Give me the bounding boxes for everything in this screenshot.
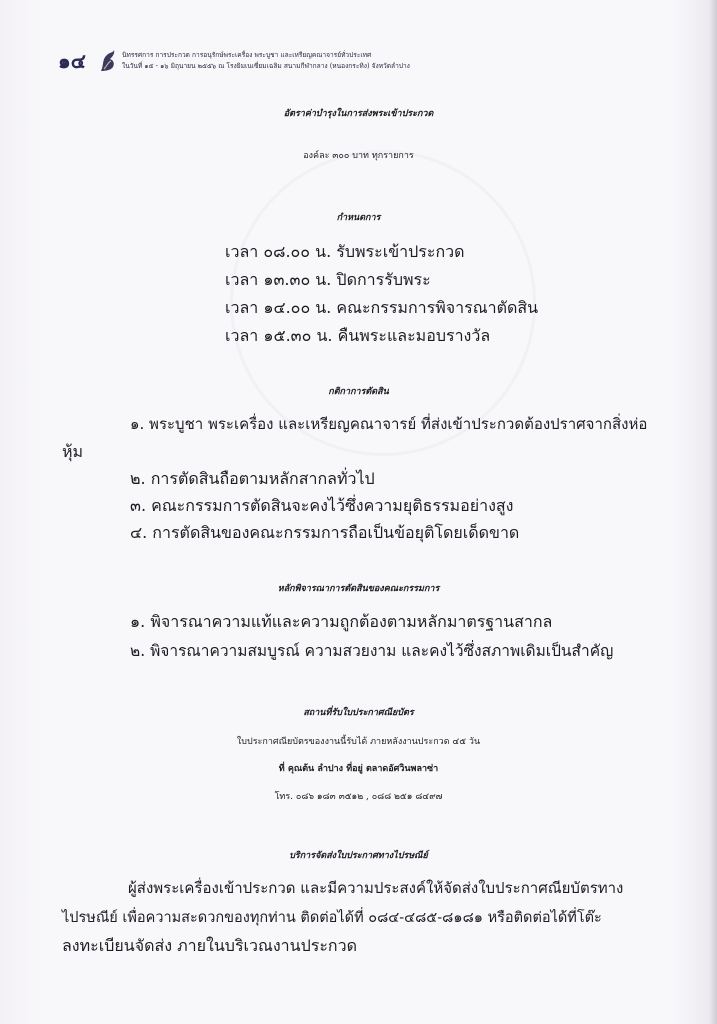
rule-item-1: ๑. พระบูชา พระเครื่อง และเหรียญคณาจารย์ ที่ส่งเข้าประกวดต้องปราศจากสิ่งห่อ: [130, 415, 648, 433]
naga-emblem-icon: [98, 49, 118, 73]
schedule-item: เวลา ๐๘.๐๐ น. รับพระเข้าประกวด: [225, 242, 465, 261]
postal-line-3: ลงทะเบียนจัดส่ง ภายในบริเวณงานประกวด: [62, 936, 357, 955]
criteria-item-2: ๒. พิจารณาความสมบูรณ์ ความสวยงาม และคงไว้ซึ่งสภาพเดิมเป็นสำคัญ: [130, 642, 614, 660]
certificate-line-2: ที่ คุณต้น ลำปาง ที่อยู่ ตลาดอัศวินพลาซ่า: [278, 764, 439, 774]
header-caption: [122, 50, 410, 72]
rule-item-2: ๒. การตัดสินถือตามหลักสากลทั่วไป: [130, 469, 375, 488]
certificate-heading: สถานที่รับใบประกาศณียบัตร: [303, 708, 414, 718]
schedule-item: เวลา ๑๕.๓๐ น. คืนพระและมอบรางวัล: [225, 326, 491, 345]
page-number: ๑๔: [58, 49, 86, 73]
criteria-heading: หลักพิจารณาการตัดสินของคณะกรรมการ: [277, 584, 440, 594]
fee-heading: อัตราค่าบำรุงในการส่งพระเข้าประกวด: [283, 109, 434, 119]
schedule-item: เวลา ๑๔.๐๐ น. คณะกรรมการพิจารณาตัดสิน: [225, 298, 539, 317]
header-line-1: นิทรรศการ การประกวด การอนุรักษ์พระเครื่อง พระบูชา และเหรียญคณาจารย์ทั่วประเทศ: [122, 51, 372, 59]
certificate-phone: โทร. ๐๘๖ ๑๘๓ ๓๕๑๒ , ๐๘๘ ๒๕๑ ๘๔๙๗: [274, 792, 443, 802]
schedule-heading: กำหนดการ: [336, 213, 381, 223]
postal-heading: บริการจัดส่งใบประกาศทางไปรษณีย์: [289, 851, 428, 861]
rule-item-1-continued: หุ้ม: [62, 442, 84, 461]
header-line-2: ในวันที่ ๑๕ - ๑๖ มิถุนายน ๒๕๕๖ ณ โรงยิมเนเซี่ยมเฉลิม สนามกีฬากลาง (หนองกระทิง) จังหวัดลำปาง: [122, 62, 410, 70]
criteria-item-1: ๑. พิจารณาความแท้และความถูกต้องตามหลักมาตรฐานสากล: [130, 612, 553, 631]
postal-line-1: ผู้ส่งพระเครื่องเข้าประกวด และมีความประสงค์ให้จัดส่งใบประกาศณียบัตรทาง: [128, 879, 624, 897]
schedule-item: เวลา ๑๓.๓๐ น. ปิดการรับพระ: [225, 270, 431, 289]
fee-text: องค์ละ ๓๐๐ บาท ทุกรายการ: [303, 151, 414, 161]
rule-item-4: ๔. การตัดสินของคณะกรรมการถือเป็นข้อยุติโดยเด็ดขาด: [130, 523, 520, 542]
page-header: [58, 48, 478, 78]
certificate-line-1: ใบประกาศณียบัตรของงานนี้รับได้ ภายหลังงานประกวด ๔๕ วัน: [236, 737, 481, 747]
rule-item-3: ๓. คณะกรรมการตัดสินจะคงไว้ซึ่งความยุติธรรมอย่างสูง: [130, 496, 514, 515]
postal-line-2: ไปรษณีย์ เพื่อความสะดวกของทุกท่าน ติดต่อได้ที่ ๐๘๔-๔๘๕-๘๑๘๑ หรือติดต่อได้ที่โต๊ะ: [62, 910, 602, 926]
rules-heading: กติกาการตัดสิน: [328, 387, 389, 397]
